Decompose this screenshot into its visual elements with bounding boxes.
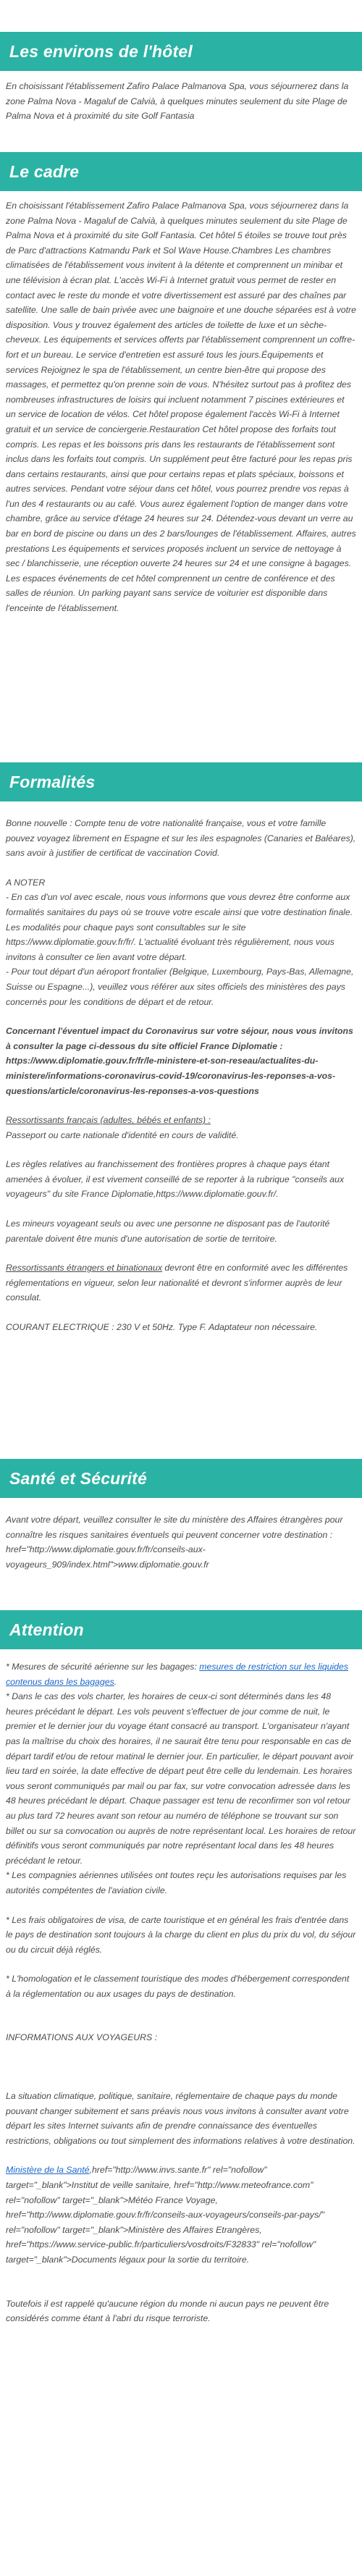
- attention-homologation: * L'homologation et le classement touristique des modes d'hébergement correspondent à la réglementation ou aux usages du pays de destination.: [6, 1974, 350, 1999]
- ressortissants-francais-label: Ressortissants français (adultes, bébés et enfants) :: [6, 1115, 211, 1126]
- section-cadre: [0, 152, 362, 616]
- section-header: [0, 1459, 362, 1498]
- section-formalites: [0, 762, 362, 1335]
- infos-voyageurs-text: La situation climatique, politique, sanitaire, réglementaire de chaque pays du monde pouvant changer subitement et sans préavis nous vous invitons à consulter avant votre départ les sites Internet suivants afin de prendre connaissance des éventuelles restrictions, obligations ou tout simplement des informations relatives à votre destination.: [6, 2091, 355, 2146]
- section-title: Formalités: [9, 772, 96, 791]
- risque-terroriste: Toutefois il est rappelé qu'aucune région du monde ni aucun pays ne peuvent être considérés comme étant à l'abri du risque terroriste.: [6, 2298, 329, 2324]
- section-body: [0, 801, 362, 1335]
- section-header: [0, 32, 362, 71]
- section-body: [0, 71, 362, 124]
- section-title: Attention: [9, 1620, 84, 1639]
- ressortissants-francais-text: Passeport ou carte nationale d'identité en cours de validité.: [6, 1129, 239, 1140]
- liquides-restriction-link[interactable]: mesures de restriction sur les liquides contenus dans les bagages: [6, 1662, 348, 1687]
- cadre-text: En choisissant l'établissement Zafiro Palace Palmanova Spa, vous séjournerez dans la zone Palma Nova - Magaluf de Calvià, à quelques minutes seulement du site Plage de Palma Nova et à proximité du site Golf Fantasia. Cet hôtel 5 étoiles se trouve tout près de Parc d'attractions Katmandu Park et Sol Wave House.Chambres Les chambres climatisées de l'établissement vous invitent à la détente et comprennent un minibar et une télévision à écran plat. L'accès Wi-Fi à Internet gratuit vous permet de rester en contact avec le reste du monde et votre divertissement est assuré par des chaînes par satellite. Une salle de bain privée avec une baignoire et une douche séparées est à votre disposition. Vous y trouvez également des articles de toilette de luxe et un sèche-cheveux. Les équipements et services offerts par l'établissement comprennent un coffre-fort et un bureau. Le service d'entretien est assuré tous les jours.Équipements et services Rejoignez le spa de l'établissement, un centre bien-être qui propose des massages, et permettez qu'on prenne soin de vous. N'hésitez surtout pas à profitez des nombreuses infrastructures de loisirs qui incluent notamment 7 piscines extérieures et un service de location de vélos. Cet hôtel propose également l'accès Wi-Fi à Internet gratuit et un service de conciergerie.Restauration Cet hôtel propose des forfaits tout compris. Les repas et les boissons pris dans les restaurants de l'établissement sont inclus dans les forfaits tout compris. Un supplément peut être facturé pour les repas pris dans certains restaurants, ainsi que pour certains repas et plats spéciaux, boissons et autres services. Pendant votre séjour dans cet hôtel, vous pourrez prendre vos repas à l'un des 4 restaurants ou au café. Vous aurez également l'option de manger dans votre chambre, grâce au service d'étage 24 heures sur 24. Détendez-vous devant un verre au bar en bord de piscine ou dans un des 2 bars/lounges de l'établissement. Affaires, autres prestations Les équipements et services proposés incluent un service de nettoyage à sec / blanchisserie, une réception ouverte 24 heures sur 24 et une consigne à bagages. Les espaces événements de cet hôtel comprennent un centre de conférence et des salles de réunion. Un parking payant sans service de voiturier est disponible dans l'enceinte de l'établissement.: [6, 201, 356, 614]
- regles-frontieres: Les règles relatives au franchissement des frontières propres à chaque pays étant amenées à évoluer, il est vivement conseillé de se reporter à la rubrique "conseils aux voyageurs" du site France Diplomatie,https://www.diplomatie.gouv.fr/.: [6, 1159, 345, 1200]
- section-title: Le cadre: [9, 161, 80, 181]
- ressortissants-etrangers-label: Ressortissants étrangers et binationaux: [6, 1263, 162, 1274]
- infos-voyageurs-label: INFORMATIONS AUX VOYAGEURS :: [6, 2032, 158, 2043]
- section-header: [0, 762, 362, 801]
- anoter-label: A NOTER: [6, 877, 46, 888]
- anoter-frontalier: - Pour tout départ d'un aéroport frontalier (Belgique, Luxembourg, Pays-Bas, Allemagne, Suisse ou Espagne...), veuillez vous référer aux sites officiels des ministères des pays concernés pour les conditions de départ et de retour.: [6, 967, 354, 1007]
- section-title: Les environs de l'hôtel: [9, 41, 193, 61]
- anoter-modalites: Les modalités pour chaque pays sont consultables sur le site https://www.diplomatie.gouv.fr/fr/. L'actualité évoluant très régulièrement, nous vous invitons à consulter ce lien avant votre départ.: [6, 922, 334, 962]
- attention-compagnies: * Les compagnies aériennes utilisées ont toutes reçu les autorisations requises par les autorités compétentes de l'aviation civile.: [6, 1870, 347, 1895]
- attention-vols-charter: * Dans le cas des vols charter, les horaires de ceux-ci sont déterminés dans les 48 heures précédant le départ. Les vols peuvent s'effectuer de jour comme de nuit, le premier et le dernier jour du voyage étant consacré au transport. L'organisateur n'ayant pas la maîtrise du choix des horaires, il ne saurait être tenu pour responsable en cas de départ tardif et/ou de retour matinal le dernier jour. En particulier, le départ pouvant avoir lieu tard en soirée, la date effective de départ peut être celle du lendemain. Les horaires vous seront communiqués par mail ou par fax, sur votre convocation adressée dans les 48 heures précédant le départ. Chaque passager est tenu de reconfirmer son vol retour au plus tard 72 heures avant son retour au numéro de téléphone se trouvant sur son billet ou sur sa convocation ou auprès de notre représentant local. Les horaires de retour définitifs vous seront communiqués par notre représentant local dans les 48 heures précédant le retour.: [6, 1691, 356, 1866]
- attention-frais: * Les frais obligatoires de visa, de carte touristique et en général les frais d'entrée dans le pays de destination sont toujours à la charge du client en plus du prix du vol, du séjour ou du circuit déjà réglés.: [6, 1914, 356, 1955]
- section-sante: [0, 1459, 362, 1572]
- bagages-prefix: * Mesures de sécurité aérienne sur les bagages:: [6, 1662, 200, 1672]
- environs-text: En choisissant l'établissement Zafiro Palace Palmanova Spa, vous séjournerez dans la zone Palma Nova - Magaluf de Calvià, à quelques minutes seulement du site Plage de Palma Nova et à proximité du site Golf Fantasia: [6, 81, 349, 122]
- infos-links-rest: ,href="http://www.invs.sante.fr" rel="nofollow" target="_blank">Institut de veille sanitaire, href="http://www.meteofrance.com" rel="nofollow" target="_blank">Météo France Voyage, href="http://www.diplomatie.gouv.fr/fr/conseils-aux-voyageurs/conseils-par-pays/" rel="nofollow" target="_blank">Ministère des Affaires Etrangères, href="https://www.service-public.fr/particuliers/vosdroits/F32833" rel="nofollow" target="_blank">Documents légaux pour la sortie du territoire.: [6, 2165, 324, 2265]
- sante-text: Avant votre départ, veuillez consulter le site du ministère des Affaires étrangères pour connaître les risques sanitaires éventuels qui peuvent concerner votre destination : href="http://www.diplomatie.gouv.fr/fr/conseils-aux-voyageurs_909/index.html">www.diplomatie.gouv.fr: [6, 1515, 343, 1570]
- courant-electrique: COURANT ELECTRIQUE : 230 V et 50Hz. Type F. Adaptateur non nécessaire.: [6, 1322, 318, 1333]
- section-attention: [0, 1610, 362, 2326]
- mineurs-text: Les mineurs voyageant seuls ou avec une personne ne disposant pas de l'autorité parentale doivent être munis d'une autorisation de sortie de territoire.: [6, 1218, 330, 1244]
- bagages-suffix: .: [114, 1676, 117, 1687]
- section-header: [0, 1610, 362, 1649]
- anoter-escale: - En cas d'un vol avec escale, nous vous informons que vous devrez être conforme aux formalités sanitaires du pays où se trouve votre escale ainsi que votre destination finale.: [6, 892, 353, 917]
- section-header: [0, 152, 362, 191]
- ressortissants-etrangers-text: devront être en conformité avec les différentes réglementations en vigueur, selon leur nationalité et devront s'informer auprès de leur consulat.: [6, 1263, 348, 1303]
- ministere-sante-link[interactable]: Ministère de la Santé: [6, 2165, 90, 2176]
- attention-bagages: [6, 1659, 356, 1689]
- section-body: [0, 191, 362, 616]
- section-body: [0, 1498, 362, 1572]
- section-environs: [0, 32, 362, 124]
- section-title: Santé et Sécurité: [9, 1468, 148, 1488]
- infos-links: [6, 2163, 356, 2267]
- covid-notice: Concernant l'éventuel impact du Coronavirus sur votre séjour, nous vous invitons à consulter la page ci-dessous du site officiel France Diplomatie : https://www.diplomatie.gouv.fr/fr/le-ministere-et-son-reseau/actualites-du-ministere/informations-coronavirus-covid-19/coronavirus-les-reponses-a-vos-questions/article/coronavirus-les-reponses-a-vos-questions: [6, 1026, 353, 1096]
- ressortissants-etrangers: [6, 1260, 356, 1305]
- formalites-intro: Bonne nouvelle : Compte tenu de votre nationalité française, vous et votre famille pouvez voyagez librement en Espagne et sur les iles espagnoles (Canaries et Baléares), sans avoir à justifier de certificat de vaccination Covid.: [6, 818, 356, 859]
- section-body: [0, 1649, 362, 2326]
